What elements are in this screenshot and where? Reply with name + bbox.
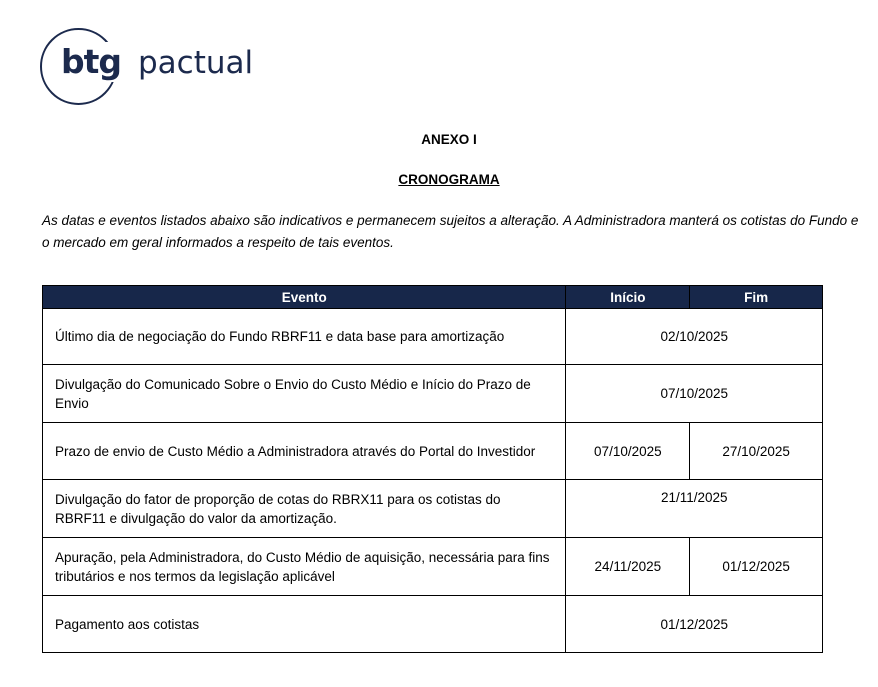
logo-btg-text: btg (61, 42, 122, 81)
intro-paragraph: As datas e eventos listados abaixo são indicativos e permanecem sujeitos a alteração. A Administradora manterá os cotistas do Fundo e o mercado em geral informados a respeito de tais eventos. (42, 213, 859, 250)
header-end: Fim (690, 286, 823, 309)
annex-title: ANEXO I (421, 132, 477, 147)
start-date-cell: 24/11/2025 (566, 538, 690, 596)
table-header-row (43, 286, 823, 309)
end-date-cell: 27/10/2025 (690, 423, 823, 480)
table-row (43, 309, 823, 365)
event-cell: Divulgação do fator de proporção de cotas do RBRX11 para os cotistas do RBRF11 e divulgação do valor da amortização. (43, 480, 566, 538)
end-date-cell: 01/12/2025 (690, 538, 823, 596)
logo-pactual-text: pactual (138, 45, 254, 81)
table-row (43, 423, 823, 480)
table-row (43, 480, 823, 538)
schedule-table (42, 285, 823, 653)
event-cell: Último dia de negociação do Fundo RBRF11 e data base para amortização (43, 309, 566, 365)
date-cell: 21/11/2025 (566, 480, 823, 538)
table-row (43, 596, 823, 653)
table-row (43, 365, 823, 423)
header-event: Evento (43, 286, 566, 309)
date-cell: 07/10/2025 (566, 365, 823, 423)
section-title: CRONOGRAMA (398, 172, 500, 187)
event-cell: Divulgação do Comunicado Sobre o Envio do Custo Médio e Início do Prazo de Envio (43, 365, 566, 423)
header-start: Início (566, 286, 690, 309)
date-cell: 02/10/2025 (566, 309, 823, 365)
btg-pactual-logo (40, 28, 270, 110)
event-cell: Prazo de envio de Custo Médio a Administradora através do Portal do Investidor (43, 423, 566, 480)
table-row (43, 538, 823, 596)
event-cell: Apuração, pela Administradora, do Custo Médio de aquisição, necessária para fins tributários e nos termos da legislação aplicável (43, 538, 566, 596)
start-date-cell: 07/10/2025 (566, 423, 690, 480)
event-cell: Pagamento aos cotistas (43, 596, 566, 653)
date-cell: 01/12/2025 (566, 596, 823, 653)
